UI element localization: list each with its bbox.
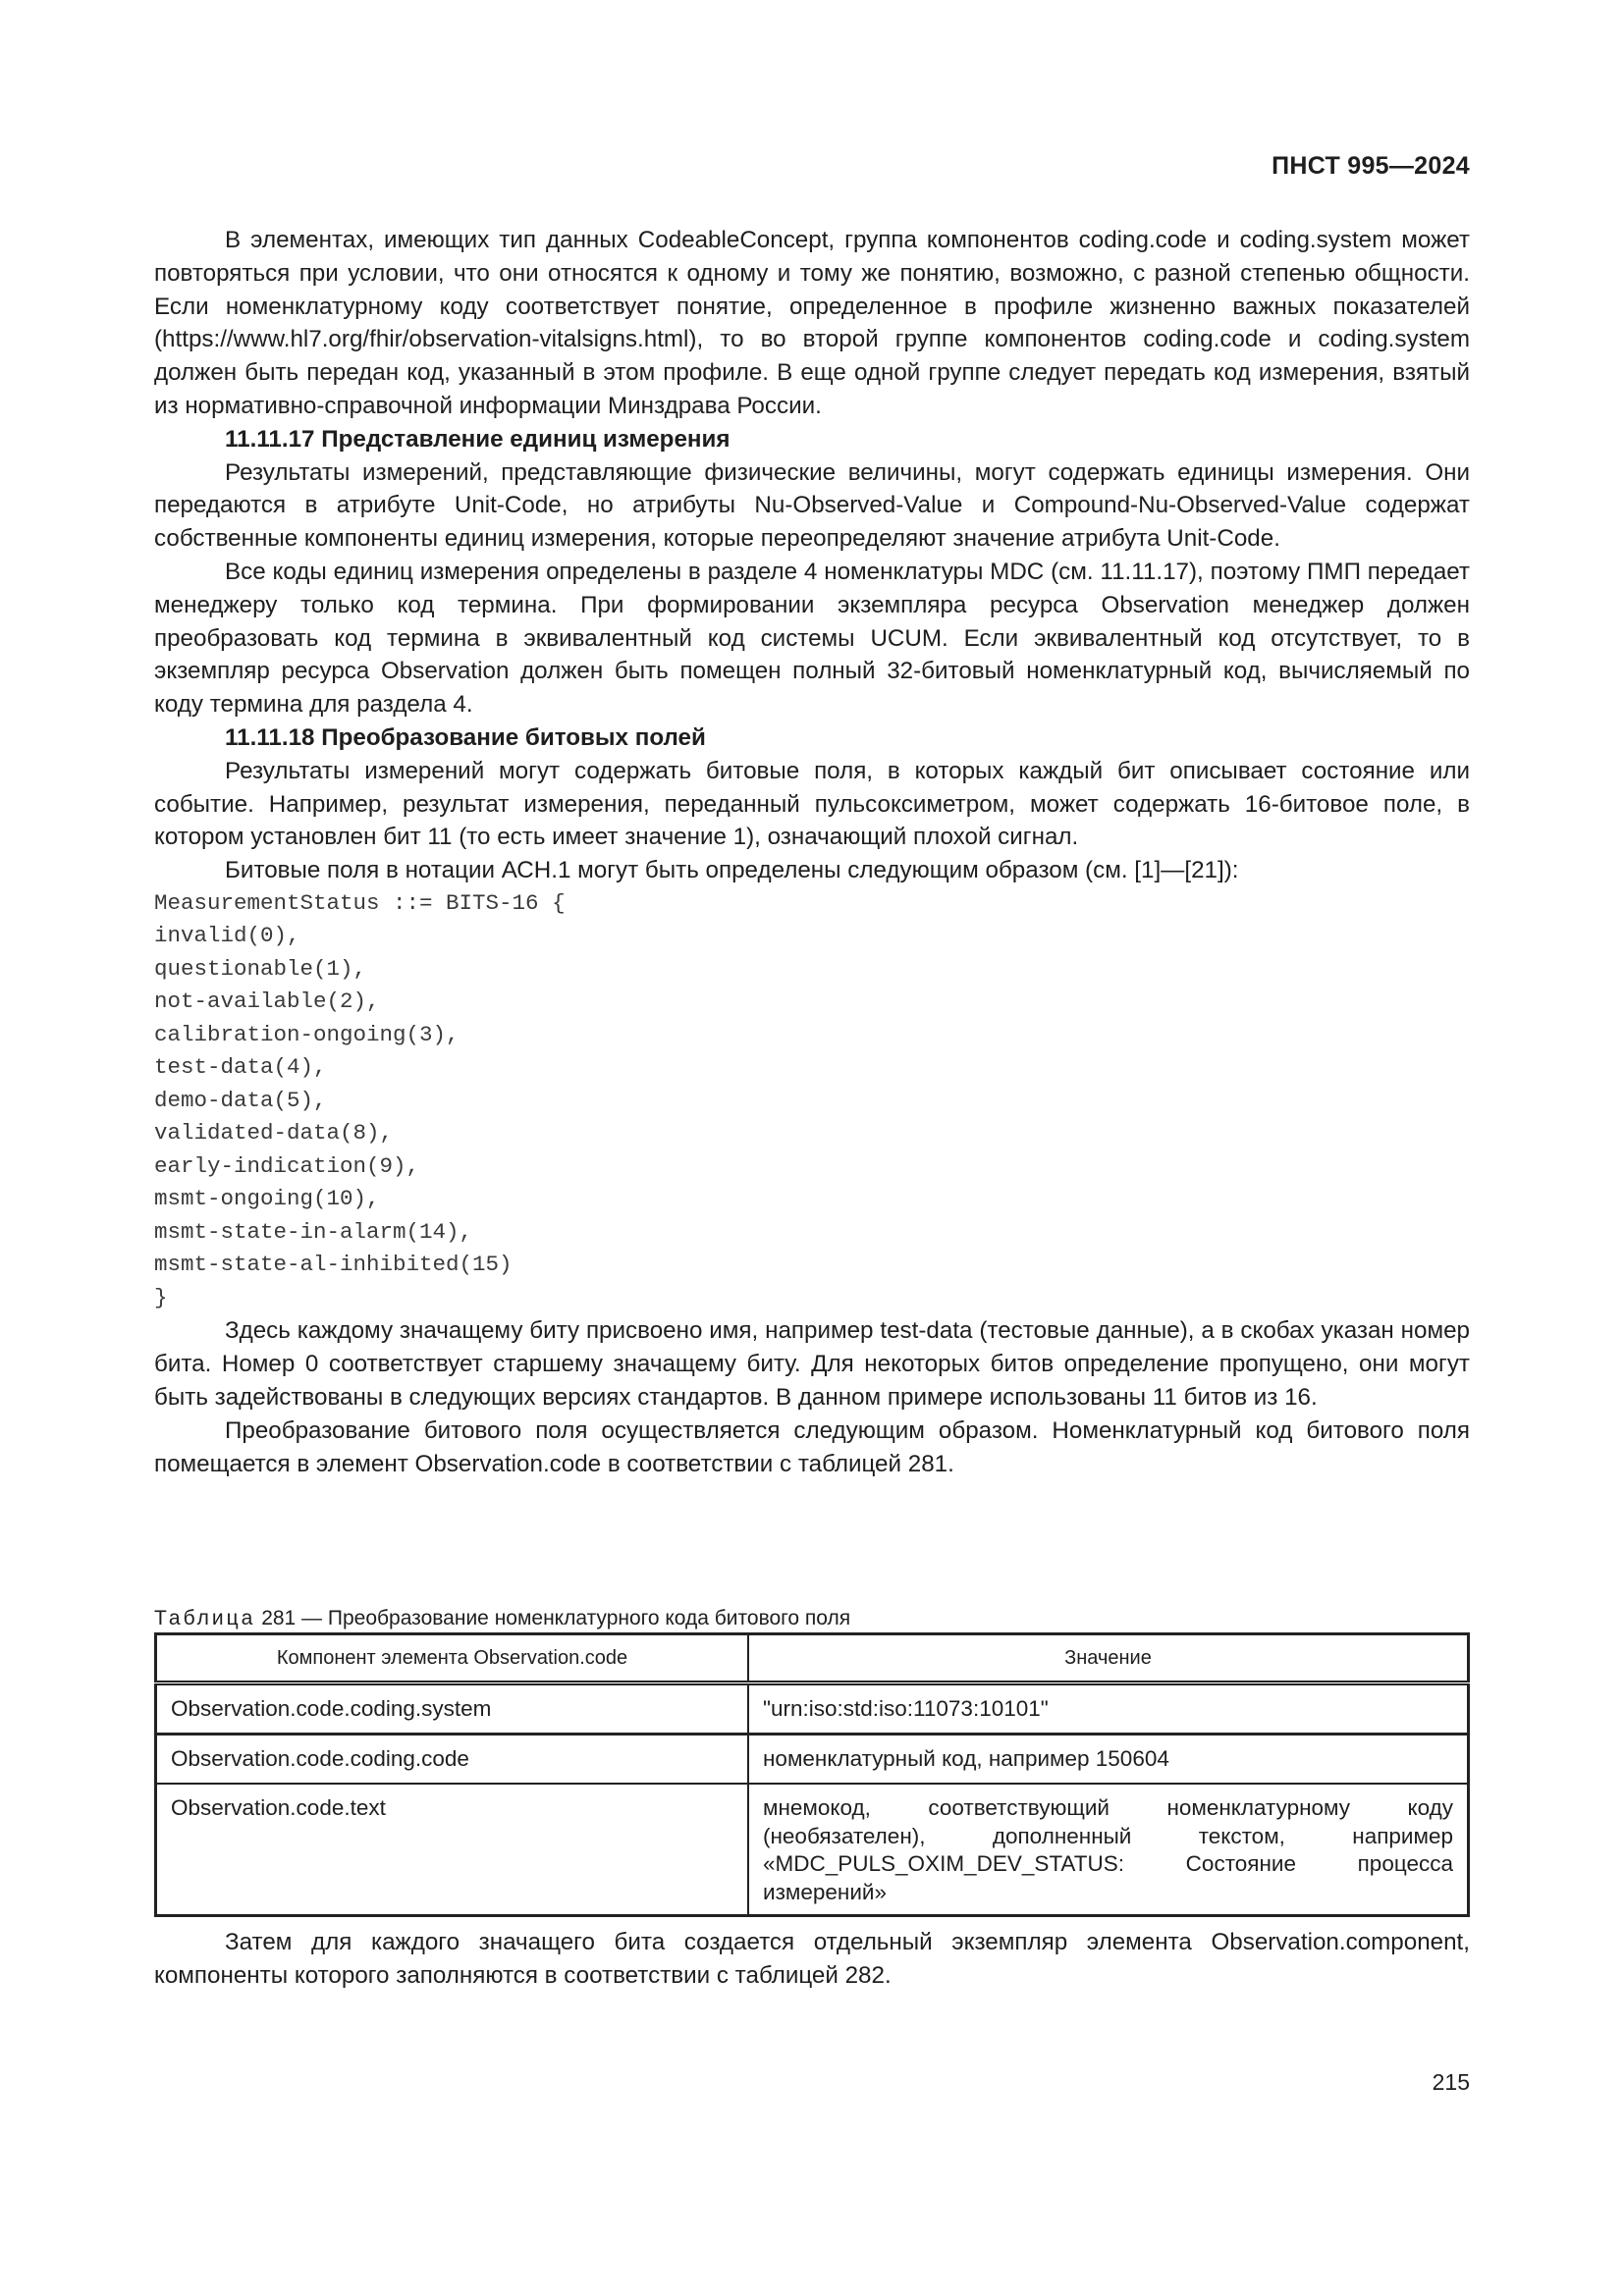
- code-line: msmt-state-in-alarm(14),: [154, 1218, 473, 1245]
- code-line: demo-data(5),: [154, 1087, 327, 1113]
- table-cell: Observation.code.text: [156, 1784, 749, 1916]
- code-line: invalid(0),: [154, 923, 300, 949]
- paragraph: Результаты измерений могут содержать битовые поля, в которых каждый бит описывает состояние или событие. Например, результат измерения, переданный пульсоксиметром, может содержать 16-битовое поле, в котором установлен бит 11 (то есть имеет значение 1), означающий плохой сигнал.: [154, 757, 1470, 851]
- paragraph: Затем для каждого значащего бита создается отдельный экземпляр элемента Observation.component, компоненты которого заполняются в соответствии с таблицей 282.: [154, 1929, 1470, 1989]
- table-row: [156, 1735, 1469, 1785]
- table-header-cell: Компонент элемента Observation.code: [156, 1634, 749, 1683]
- table-281: [154, 1632, 1470, 1917]
- code-line: msmt-ongoing(10),: [154, 1186, 380, 1212]
- table-caption-text: 281 — Преобразование номенклатурного кода битового поля: [261, 1607, 851, 1629]
- table-header-cell: Значение: [748, 1634, 1469, 1683]
- paragraph: В элементах, имеющих тип данных CodeableConcept, группа компонентов coding.code и coding.system может повторяться при условии, что они относятся к одному и тому же понятию, возможно, с разной степенью общности. Если номенклатурному коду соответствует понятие, определенное в профиле жизненно важных показателей (https://www.hl7.org/fhir/observation-vitalsigns.html), то во второй группе компонентов coding.code и coding.system должен быть передан код, указанный в этом профиле. В еще одной группе следует передать код измерения, взятый из нормативно-справочной информации Минздрава России.: [154, 227, 1470, 419]
- code-line: validated-data(8),: [154, 1120, 394, 1147]
- paragraph: Все коды единиц измерения определены в разделе 4 номенклатуры MDC (см. 11.11.17), поэтому ПМП передает менеджеру только код термина. При формировании экземпляра ресурса Observation менеджер должен преобразовать код термина в эквивалентный код системы UCUM. Если эквивалентный код отсутствует, то в экземпляр ресурса Observation должен быть помещен полный 32-битовый номенклатурный код, вычисляемый по коду термина для раздела 4.: [154, 558, 1470, 719]
- table-header-row: [156, 1634, 1469, 1683]
- code-line: msmt-state-al-inhibited(15): [154, 1252, 513, 1278]
- code-line: not-available(2),: [154, 988, 380, 1015]
- paragraph: Результаты измерений, представляющие физические величины, могут содержать единицы измерения. Они передаются в атрибуте Unit-Code, но атрибуты Nu-Observed-Value и Compound-Nu-Observed-Value содержат собственные компоненты единиц измерения, которые переопределяют значение атрибута Unit-Code.: [154, 458, 1470, 553]
- page-number: 215: [1432, 2069, 1470, 2095]
- table-cell: номенклатурный код, например 150604: [748, 1735, 1469, 1785]
- table-row: [156, 1683, 1469, 1735]
- document-body-continued: [154, 1926, 1470, 1993]
- table-row: [156, 1784, 1469, 1916]
- paragraph: Преобразование битового поля осуществляется следующим образом. Номенклатурный код битового поля помещается в элемент Observation.code в соответствии с таблицей 281.: [154, 1416, 1470, 1477]
- document-body: [154, 224, 1470, 1480]
- table-caption-label: Таблица: [154, 1607, 256, 1629]
- code-line: }: [154, 1284, 168, 1310]
- table-cell: Observation.code.coding.code: [156, 1735, 749, 1785]
- code-line: early-indication(9),: [154, 1152, 420, 1179]
- table-caption: [154, 1607, 850, 1630]
- code-listing: [154, 887, 1470, 1315]
- code-line: questionable(1),: [154, 955, 367, 982]
- paragraph: Здесь каждому значащему биту присвоено имя, например test-data (тестовые данные), а в скобах указан номер бита. Номер 0 соответствует старшему значащему биту. Для некоторых битов определение пропущено, они могут быть задействованы в следующих версиях стандартов. В данном примере использованы 11 битов из 16.: [154, 1317, 1470, 1412]
- code-line: test-data(4),: [154, 1054, 327, 1081]
- section-heading-11-11-18: 11.11.18 Преобразование битовых полей: [225, 723, 706, 751]
- code-line: MeasurementStatus ::= BITS-16 {: [154, 889, 566, 916]
- table-cell: Observation.code.coding.system: [156, 1683, 749, 1735]
- section-heading-11-11-17: 11.11.17 Представление единиц измерения: [225, 425, 731, 453]
- table-cell: мнемокод, соответствующий номенклатурному коду (необязателен), дополненный текстом, например «MDC_PULS_OXIM_DEV_STATUS: Состояние процесса измерений»: [748, 1784, 1469, 1916]
- paragraph: Битовые поля в нотации АСН.1 могут быть определены следующим образом (см. [1]—[21]):: [225, 857, 1239, 884]
- standard-header: ПНСТ 995—2024: [1272, 152, 1470, 180]
- table-cell: "urn:iso:std:iso:11073:10101": [748, 1683, 1469, 1735]
- code-line: calibration-ongoing(3),: [154, 1021, 460, 1047]
